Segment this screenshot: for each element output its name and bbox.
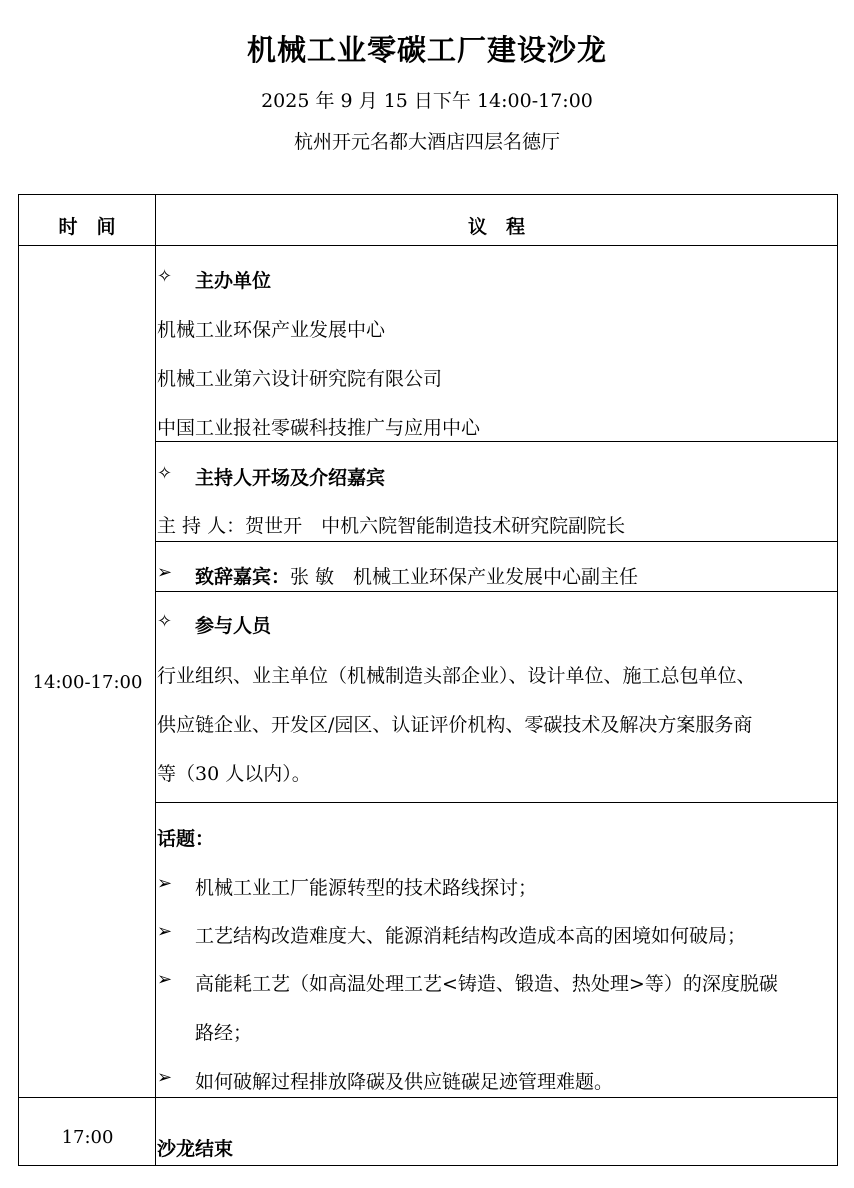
column-header-time: 时 间 [58, 216, 116, 238]
closing-text: 沙龙结束 [157, 1138, 234, 1160]
arrowhead-icon: ➢ [157, 873, 173, 894]
session-time: 14:00-17:00 [32, 672, 143, 693]
topics-heading: 话题： [157, 828, 215, 850]
topic-text: 如何破解过程排放降碳及供应链碳足迹管理难题。 [195, 1071, 614, 1093]
event-venue: 杭州开元名都大酒店四层名德厅 [293, 131, 560, 153]
participants-line: 供应链企业、开发区/园区、认证评价机构、零碳技术及解决方案服务商 [157, 714, 753, 736]
organizer-item: 机械工业环保产业发展中心 [157, 319, 386, 341]
column-header-agenda: 议 程 [467, 216, 525, 238]
organizer-item: 中国工业报社零碳科技推广与应用中心 [157, 417, 481, 439]
speech-section [157, 542, 837, 591]
organizers-section [157, 246, 837, 441]
diamond-star-icon: ✧ [157, 463, 173, 484]
speech-text: 张 敏 机械工业环保产业发展中心副主任 [290, 566, 639, 588]
event-datetime: 2025 年 9 月 15 日下午 14:00-17:00 [261, 90, 593, 112]
arrowhead-icon: ➢ [157, 969, 173, 990]
arrowhead-icon: ➢ [157, 562, 173, 583]
topics-section [157, 803, 837, 1097]
arrowhead-icon: ➢ [157, 921, 173, 942]
page-title: 机械工业零碳工厂建设沙龙 [246, 33, 607, 67]
host-line: 主 持 人：贺世开 中机六院智能制造技术研究院副院长 [157, 515, 626, 537]
diamond-star-icon: ✧ [157, 611, 173, 632]
closing-section [157, 1098, 837, 1165]
participants-line: 等（30 人以内）。 [157, 763, 311, 785]
participants-line: 行业组织、业主单位（机械制造头部企业）、设计单位、施工总包单位、 [157, 665, 756, 687]
topic-text: 机械工业工厂能源转型的技术路线探讨； [195, 877, 538, 899]
participants-section [157, 592, 837, 802]
table-border-bottom [18, 1165, 838, 1166]
organizer-item: 机械工业第六设计研究院有限公司 [157, 368, 443, 390]
table-border-right [837, 194, 838, 1166]
organizers-heading: 主办单位 [195, 270, 272, 292]
participants-heading: 参与人员 [195, 615, 272, 637]
arrowhead-icon: ➢ [157, 1067, 173, 1088]
topic-text: 工艺结构改造难度大、能源消耗结构改造成本高的困境如何破局； [195, 925, 747, 947]
diamond-star-icon: ✧ [157, 266, 173, 287]
topic-text: 高能耗工艺（如高温处理工艺<铸造、锻造、热处理>等）的深度脱碳 [195, 973, 778, 995]
topic-text-continued: 路经； [195, 1022, 253, 1044]
host-section [157, 442, 837, 541]
host-heading: 主持人开场及介绍嘉宾 [195, 467, 386, 489]
end-time: 17:00 [61, 1127, 114, 1148]
speech-label: 致辞嘉宾： [195, 566, 291, 588]
